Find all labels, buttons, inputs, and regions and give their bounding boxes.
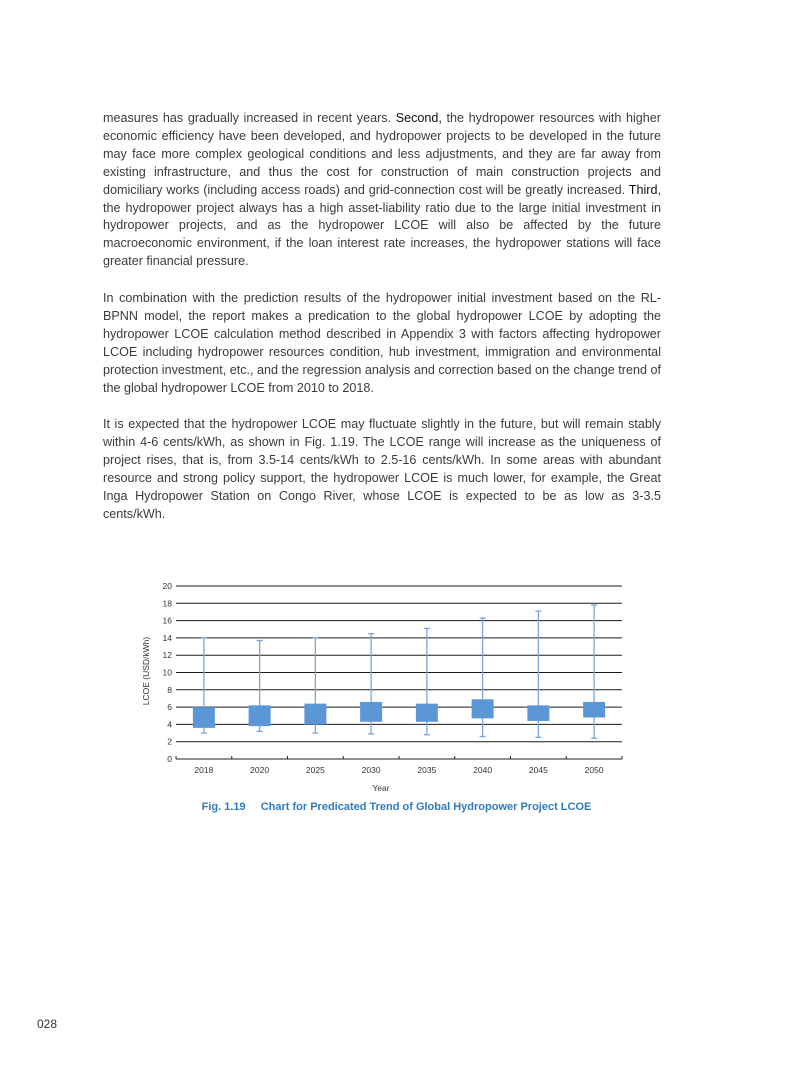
box-group-2018 [193,638,215,733]
text-run: measures has gradually increased in recent years. [103,111,396,125]
y-tick-label: 16 [162,615,172,626]
y-tick-label: 14 [162,632,172,643]
x-tick-label: 2040 [473,765,493,775]
bold-keyword: Second, [395,111,442,125]
figure-caption-text: Chart for Predicated Trend of Global Hydropower Project LCOE [260,801,592,813]
text-run: , the hydropower project always has a high asset-liability ratio due to the large initial investment in hydropower projects, and as the hydropower LCOE will also be affected by the future macroeconomic environment, if the loan interest rate increases, the hydropower stations will face greater financial pressure. [103,182,661,269]
box [193,707,215,728]
bold-keyword: Third [628,182,658,197]
box-group-2040 [472,618,494,737]
y-tick-label: 6 [167,702,172,713]
y-tick-label: 12 [162,650,172,661]
x-axis-title: Year [372,783,390,793]
y-tick-label: 2 [167,736,172,747]
x-tick-label: 2025 [305,765,325,775]
box [360,702,382,722]
y-tick-label: 10 [162,667,172,678]
box-group-2020 [249,640,271,731]
x-tick-label: 2020 [250,765,270,775]
box [249,705,271,726]
figure-number: Fig. 1.19 [201,801,246,813]
box [416,704,438,722]
paragraph-1 [103,110,661,271]
x-tick-label: 2050 [584,765,604,775]
box [472,699,494,718]
x-tick-label: 2045 [528,765,548,775]
box-group-2045 [527,611,549,737]
gridlines [176,586,622,759]
text-run: In combination with the prediction results of the hydropower initial investment based on the RL-BPNN model, the report makes a predication to the global hydropower LCOE by adopting the hydropower LCOE calculation method described in Appendix 3 with factors affecting hydropower LCOE including hydropower resources condition, hub investment, immigration and environmental protection investment, etc., and the regression analysis and correction based on the change trend of the global hydropower LCOE from 2010 to 2018. [103,291,661,395]
x-tick-label: 2018 [194,765,214,775]
y-tick-label: 20 [162,581,172,591]
y-tick-label: 0 [167,754,172,764]
paragraph-3 [103,416,661,523]
paragraph-2 [103,290,661,397]
box-group-2050 [583,605,605,738]
x-tick-label: 2035 [417,765,437,775]
text-run: the hydropower resources with higher economic efficiency have been developed, and hydropower projects to be developed in the future may face more complex geological conditions and less adjustments, and they are far away from existing infrastructure, and thus the cost for construction of main construction projects and domiciliary works (including access roads) and grid-connection cost will be greatly increased. [103,111,661,197]
y-tick-label: 8 [167,684,172,695]
x-tick-labels [194,765,603,775]
page-number: 028 [37,1017,58,1031]
x-tick-label: 2030 [361,765,381,775]
box-marks [193,605,605,738]
y-tick-label: 18 [162,598,172,609]
y-tick-labels [163,581,173,764]
box-group-2035 [416,628,438,734]
y-tick-label: 4 [167,719,172,730]
box [527,705,549,721]
figure-caption [0,801,793,813]
text-run: It is expected that the hydropower LCOE may fluctuate slightly in the future, but will remain stably within 4-6 cents/kWh, as shown in Fig. 1.19. The LCOE range will increase as the uniqueness of project rises, that is, from 3.5-14 cents/kWh to 2.5-16 cents/kWh. In some areas with abundant resource and strong policy support, the hydropower LCOE is much lower, for example, the Great Inga Hydropower Station on Congo River, whose LCOE is expected to be as low as 3-3.5 cents/kWh. [103,417,661,521]
lcoe-box-chart [0,570,793,800]
box [583,702,605,718]
box-group-2030 [360,634,382,734]
box-group-2025 [304,638,326,733]
box [304,704,326,725]
y-axis-title: LCOE (USD/kWh) [141,636,151,706]
